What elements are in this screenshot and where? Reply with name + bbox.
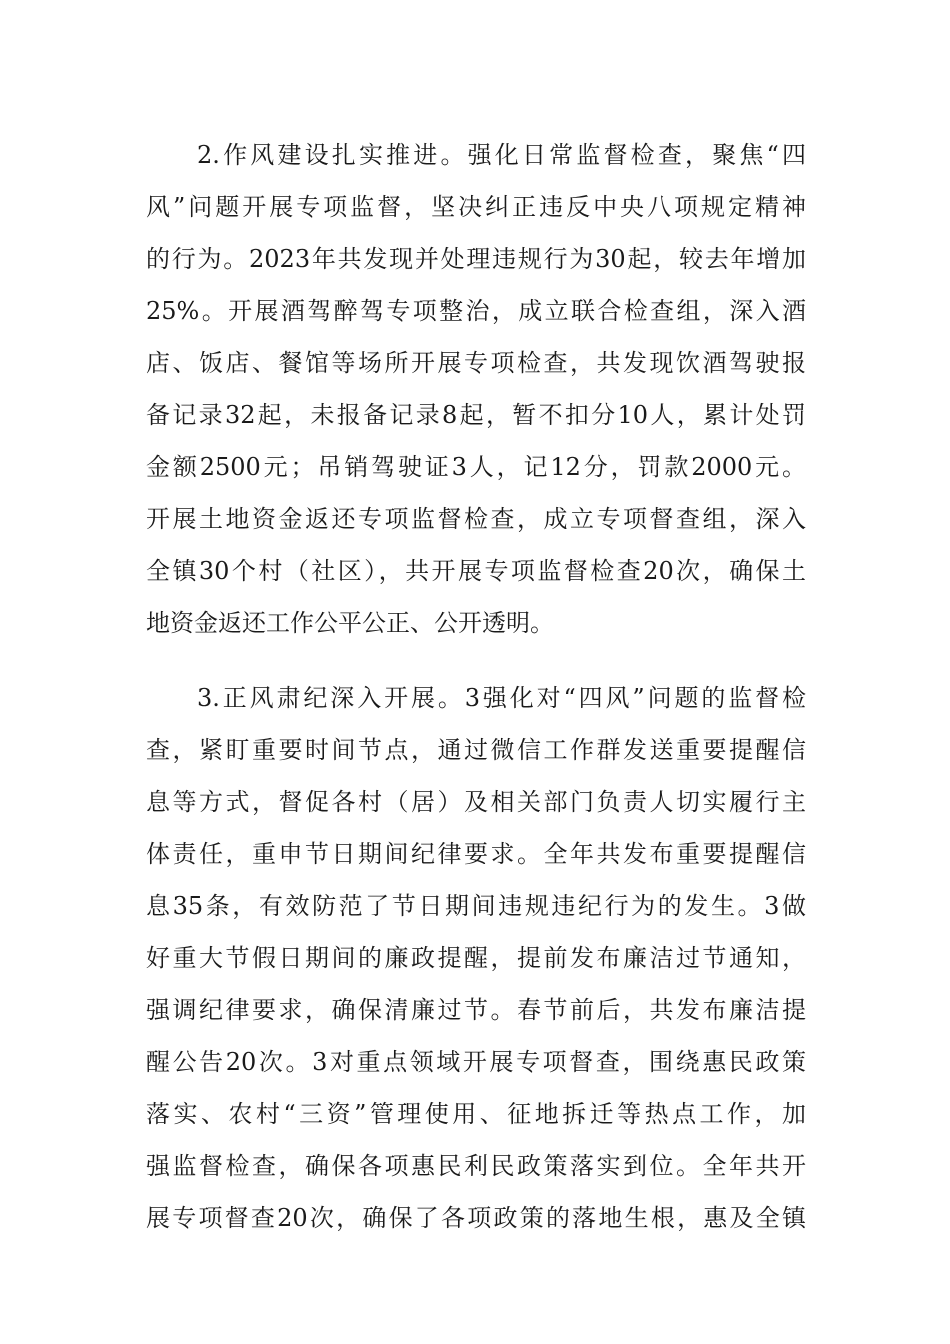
paragraph-line: 风”问题开展专项监督，坚决纠正违反中央八项规定精神: [146, 193, 806, 221]
paragraph-line: 强监督检查，确保各项惠民利民政策落实到位。全年共开: [146, 1152, 806, 1180]
paragraph-line: 息等方式，督促各村（居）及相关部门负责人切实履行主: [146, 788, 806, 816]
paragraph-line: 地资金返还工作公平公正、公开透明。: [146, 609, 554, 637]
paragraph-line: 强调纪律要求，确保清廉过节。春节前后，共发布廉洁提: [146, 996, 806, 1024]
paragraph-line: 全镇30个村（社区），共开展专项监督检查20次，确保土: [146, 557, 806, 585]
paragraph-line: 2.作风建设扎实推进。强化日常监督检查，聚焦“四: [197, 141, 806, 169]
paragraph-line: 25%。开展酒驾醉驾专项整治，成立联合检查组，深入酒: [146, 297, 806, 325]
paragraph-line: 3.正风肃纪深入开展。3强化对“四风”问题的监督检: [197, 684, 806, 712]
paragraph-line: 金额2500元；吊销驾驶证3人，记12分，罚款2000元。: [146, 453, 806, 481]
paragraph-line: 展专项督查20次，确保了各项政策的落地生根，惠及全镇: [146, 1204, 806, 1232]
paragraph-line: 的行为。2023年共发现并处理违规行为30起，较去年增加: [146, 245, 806, 273]
paragraph-line: 醒公告20次。3对重点领域开展专项督查，围绕惠民政策: [146, 1048, 806, 1076]
paragraph-line: 息35条，有效防范了节日期间违规违纪行为的发生。3做: [146, 892, 806, 920]
paragraph-work-style: [146, 129, 806, 649]
paragraph-line: 体责任，重申节日期间纪律要求。全年共发布重要提醒信: [146, 840, 806, 868]
paragraph-line: 店、饭店、餐馆等场所开展专项检查，共发现饮酒驾驶报: [146, 349, 806, 377]
paragraph-line: 开展土地资金返还专项监督检查，成立专项督查组，深入: [146, 505, 806, 533]
paragraph-discipline: [146, 672, 806, 1244]
paragraph-line: 落实、农村“三资”管理使用、征地拆迁等热点工作，加: [146, 1100, 806, 1128]
paragraph-line: 备记录32起，未报备记录8起，暂不扣分10人，累计处罚: [146, 401, 806, 429]
paragraph-line: 查，紧盯重要时间节点，通过微信工作群发送重要提醒信: [146, 736, 806, 764]
paragraph-line: 好重大节假日期间的廉政提醒，提前发布廉洁过节通知，: [146, 944, 806, 972]
